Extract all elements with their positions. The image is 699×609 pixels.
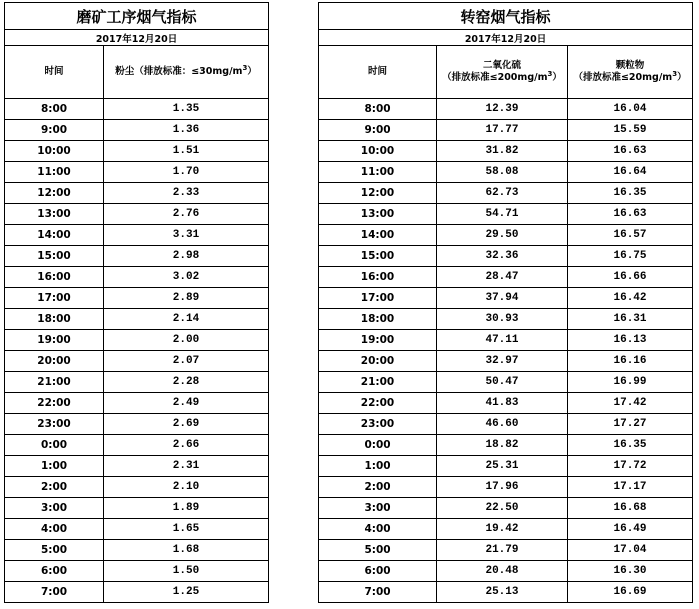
- grinding-table-row: [5, 99, 269, 120]
- kiln-table-row: [319, 246, 693, 267]
- kiln-table-row: [319, 204, 693, 225]
- dust-value-cell: 1.89: [104, 498, 269, 519]
- time-cell: 17:00: [5, 288, 104, 309]
- so2-header: [437, 46, 568, 99]
- time-cell: 13:00: [319, 204, 437, 225]
- time-cell: 11:00: [5, 162, 104, 183]
- pm-value-cell: 16.49: [568, 519, 693, 540]
- grinding-table-row: [5, 204, 269, 225]
- dust-value-cell: 2.14: [104, 309, 269, 330]
- so2-value-cell: 17.77: [437, 120, 568, 141]
- dust-value-cell: 2.07: [104, 351, 269, 372]
- time-cell: 0:00: [5, 435, 104, 456]
- time-cell: 4:00: [319, 519, 437, 540]
- dust-value-cell: 1.50: [104, 561, 269, 582]
- dust-header-tail: ）: [247, 66, 257, 77]
- time-cell: 10:00: [319, 141, 437, 162]
- time-cell: 23:00: [5, 414, 104, 435]
- time-cell: 8:00: [5, 99, 104, 120]
- kiln-table-row: [319, 162, 693, 183]
- time-cell: 12:00: [5, 183, 104, 204]
- pm-value-cell: 16.68: [568, 498, 693, 519]
- so2-value-cell: 28.47: [437, 267, 568, 288]
- pm-value-cell: 16.35: [568, 435, 693, 456]
- pm-value-cell: 16.99: [568, 372, 693, 393]
- time-cell: 2:00: [5, 477, 104, 498]
- time-cell: 16:00: [319, 267, 437, 288]
- pm-header-sup: 3: [672, 69, 678, 78]
- dust-value-cell: 2.76: [104, 204, 269, 225]
- time-cell: 15:00: [319, 246, 437, 267]
- pm-header-name: 颗粒物: [615, 60, 645, 71]
- so2-value-cell: 62.73: [437, 183, 568, 204]
- dust-value-cell: 2.49: [104, 393, 269, 414]
- dust-header-sup: 3: [242, 63, 248, 72]
- dust-value-cell: 3.31: [104, 225, 269, 246]
- kiln-table-row: [319, 456, 693, 477]
- pm-header-standard-label: （排放标准≤20mg/m: [573, 72, 673, 83]
- so2-value-cell: 21.79: [437, 540, 568, 561]
- kiln-table-row: [319, 372, 693, 393]
- so2-value-cell: 25.13: [437, 582, 568, 603]
- grinding-table-row: [5, 498, 269, 519]
- kiln-table-row: [319, 498, 693, 519]
- grinding-table-date: 2017年12月20日: [5, 30, 269, 46]
- time-cell: 21:00: [5, 372, 104, 393]
- pm-value-cell: 16.31: [568, 309, 693, 330]
- dust-value-cell: 2.98: [104, 246, 269, 267]
- time-cell: 23:00: [319, 414, 437, 435]
- grinding-table-row: [5, 519, 269, 540]
- kiln-table-row: [319, 288, 693, 309]
- time-cell: 21:00: [319, 372, 437, 393]
- grinding-table-row: [5, 477, 269, 498]
- dust-value-cell: 2.31: [104, 456, 269, 477]
- time-cell: 4:00: [5, 519, 104, 540]
- grinding-table-row: [5, 246, 269, 267]
- time-cell: 14:00: [319, 225, 437, 246]
- time-cell: 1:00: [319, 456, 437, 477]
- time-cell: 19:00: [5, 330, 104, 351]
- grinding-table-row: [5, 288, 269, 309]
- dust-value-cell: 2.00: [104, 330, 269, 351]
- dust-value-cell: 3.02: [104, 267, 269, 288]
- so2-value-cell: 30.93: [437, 309, 568, 330]
- time-cell: 20:00: [319, 351, 437, 372]
- pm-value-cell: 16.57: [568, 225, 693, 246]
- dust-value-cell: 1.65: [104, 519, 269, 540]
- time-cell: 22:00: [319, 393, 437, 414]
- so2-value-cell: 12.39: [437, 99, 568, 120]
- kiln-table-row: [319, 141, 693, 162]
- grinding-table-row: [5, 561, 269, 582]
- pm-header: [568, 46, 693, 99]
- so2-value-cell: 47.11: [437, 330, 568, 351]
- kiln-table-row: [319, 519, 693, 540]
- grinding-table-row: [5, 456, 269, 477]
- kiln-table-row: [319, 120, 693, 141]
- pm-header-standard: [568, 69, 692, 84]
- pm-value-cell: 17.04: [568, 540, 693, 561]
- so2-header-standard: [437, 69, 567, 84]
- dust-value-cell: 2.66: [104, 435, 269, 456]
- kiln-time-header: 时间: [319, 46, 437, 99]
- time-cell: 2:00: [319, 477, 437, 498]
- kiln-table-row: [319, 183, 693, 204]
- pm-value-cell: 16.13: [568, 330, 693, 351]
- dust-header-label: 粉尘（排放标准：≤30mg/m: [115, 66, 243, 77]
- so2-value-cell: 18.82: [437, 435, 568, 456]
- kiln-table-date: 2017年12月20日: [319, 30, 693, 46]
- time-cell: 14:00: [5, 225, 104, 246]
- kiln-table-title: 转窑烟气指标: [319, 3, 693, 30]
- grinding-table-row: [5, 225, 269, 246]
- pm-value-cell: 16.69: [568, 582, 693, 603]
- time-cell: 12:00: [319, 183, 437, 204]
- dust-value-cell: 1.36: [104, 120, 269, 141]
- time-cell: 9:00: [319, 120, 437, 141]
- time-cell: 1:00: [5, 456, 104, 477]
- so2-value-cell: 19.42: [437, 519, 568, 540]
- grinding-table-row: [5, 414, 269, 435]
- pm-value-cell: 16.66: [568, 267, 693, 288]
- pm-header-tail: ）: [677, 72, 687, 83]
- so2-value-cell: 41.83: [437, 393, 568, 414]
- so2-value-cell: 46.60: [437, 414, 568, 435]
- grinding-table-row: [5, 435, 269, 456]
- time-cell: 5:00: [319, 540, 437, 561]
- so2-value-cell: 25.31: [437, 456, 568, 477]
- time-cell: 6:00: [5, 561, 104, 582]
- kiln-table-row: [319, 435, 693, 456]
- grinding-table-row: [5, 372, 269, 393]
- time-cell: 8:00: [319, 99, 437, 120]
- time-cell: 10:00: [5, 141, 104, 162]
- pm-value-cell: 17.17: [568, 477, 693, 498]
- time-cell: 9:00: [5, 120, 104, 141]
- grinding-table-row: [5, 183, 269, 204]
- dust-value-cell: 1.25: [104, 582, 269, 603]
- kiln-table-row: [319, 309, 693, 330]
- kiln-table-row: [319, 561, 693, 582]
- pm-value-cell: 16.16: [568, 351, 693, 372]
- time-cell: 18:00: [319, 309, 437, 330]
- kiln-table-row: [319, 351, 693, 372]
- grinding-table-row: [5, 309, 269, 330]
- so2-value-cell: 29.50: [437, 225, 568, 246]
- pm-value-cell: 17.72: [568, 456, 693, 477]
- dust-value-cell: 1.68: [104, 540, 269, 561]
- grinding-table-row: [5, 162, 269, 183]
- pm-value-cell: 17.27: [568, 414, 693, 435]
- dust-value-cell: 2.69: [104, 414, 269, 435]
- time-cell: 20:00: [5, 351, 104, 372]
- so2-value-cell: 32.97: [437, 351, 568, 372]
- time-cell: 13:00: [5, 204, 104, 225]
- dust-value-cell: 2.28: [104, 372, 269, 393]
- pm-value-cell: 16.63: [568, 141, 693, 162]
- so2-value-cell: 50.47: [437, 372, 568, 393]
- kiln-table-row: [319, 393, 693, 414]
- time-cell: 7:00: [319, 582, 437, 603]
- so2-value-cell: 32.36: [437, 246, 568, 267]
- pm-value-cell: 17.42: [568, 393, 693, 414]
- grinding-table-row: [5, 330, 269, 351]
- pm-value-cell: 16.64: [568, 162, 693, 183]
- kiln-table-row: [319, 414, 693, 435]
- so2-header-name: 二氧化硫: [482, 60, 521, 71]
- grinding-table-row: [5, 267, 269, 288]
- pm-value-cell: 16.30: [568, 561, 693, 582]
- dust-value-cell: 1.70: [104, 162, 269, 183]
- kiln-table-row: [319, 330, 693, 351]
- dust-value-cell: 2.89: [104, 288, 269, 309]
- dust-value-cell: 2.10: [104, 477, 269, 498]
- time-cell: 0:00: [319, 435, 437, 456]
- pm-value-cell: 16.75: [568, 246, 693, 267]
- pm-value-cell: 16.04: [568, 99, 693, 120]
- so2-header-sup: 3: [547, 69, 553, 78]
- grinding-table-row: [5, 540, 269, 561]
- kiln-table-row: [319, 225, 693, 246]
- time-cell: 11:00: [319, 162, 437, 183]
- pm-value-cell: 16.63: [568, 204, 693, 225]
- so2-value-cell: 37.94: [437, 288, 568, 309]
- grinding-time-header: 时间: [5, 46, 104, 99]
- time-cell: 7:00: [5, 582, 104, 603]
- time-cell: 18:00: [5, 309, 104, 330]
- time-cell: 22:00: [5, 393, 104, 414]
- pm-value-cell: 16.42: [568, 288, 693, 309]
- time-cell: 3:00: [319, 498, 437, 519]
- grinding-table-title: 磨矿工序烟气指标: [5, 3, 269, 30]
- pm-value-cell: 16.35: [568, 183, 693, 204]
- so2-value-cell: 58.08: [437, 162, 568, 183]
- time-cell: 16:00: [5, 267, 104, 288]
- grinding-flue-gas-table: [4, 2, 269, 603]
- so2-value-cell: 22.50: [437, 498, 568, 519]
- dust-value-cell: 1.35: [104, 99, 269, 120]
- time-cell: 19:00: [319, 330, 437, 351]
- so2-value-cell: 54.71: [437, 204, 568, 225]
- kiln-table-row: [319, 267, 693, 288]
- time-cell: 17:00: [319, 288, 437, 309]
- time-cell: 6:00: [319, 561, 437, 582]
- time-cell: 15:00: [5, 246, 104, 267]
- time-cell: 3:00: [5, 498, 104, 519]
- so2-value-cell: 17.96: [437, 477, 568, 498]
- kiln-table-row: [319, 99, 693, 120]
- kiln-table-row: [319, 477, 693, 498]
- grinding-table-row: [5, 393, 269, 414]
- time-cell: 5:00: [5, 540, 104, 561]
- grinding-table-row: [5, 141, 269, 162]
- grinding-table-row: [5, 120, 269, 141]
- grinding-table-row: [5, 582, 269, 603]
- so2-header-standard-label: （排放标准≤200mg/m: [442, 72, 548, 83]
- so2-value-cell: 31.82: [437, 141, 568, 162]
- kiln-flue-gas-table: [318, 2, 693, 603]
- pm-value-cell: 15.59: [568, 120, 693, 141]
- so2-header-tail: ）: [552, 72, 562, 83]
- dust-header: [104, 46, 269, 99]
- grinding-table-row: [5, 351, 269, 372]
- dust-value-cell: 1.51: [104, 141, 269, 162]
- so2-value-cell: 20.48: [437, 561, 568, 582]
- dust-value-cell: 2.33: [104, 183, 269, 204]
- kiln-table-row: [319, 540, 693, 561]
- kiln-table-row: [319, 582, 693, 603]
